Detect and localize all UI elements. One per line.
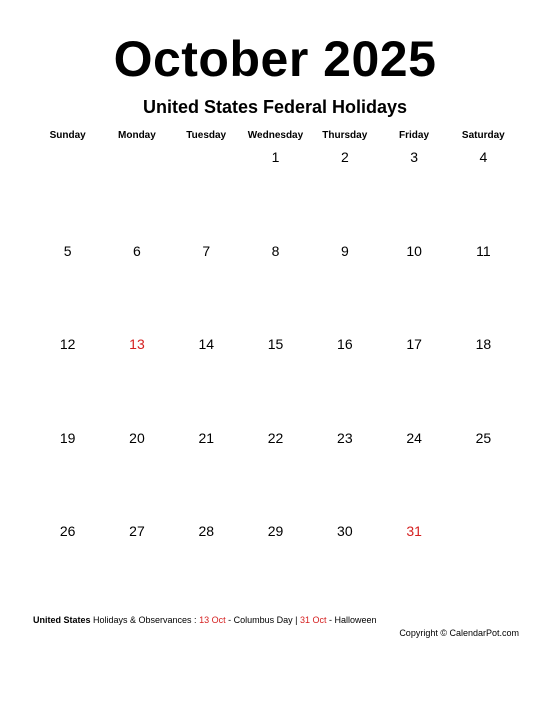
day-cell: 30 <box>337 523 353 540</box>
holiday-name: - Halloween <box>326 615 377 625</box>
empty-day-cell <box>33 149 102 243</box>
day-cell: 26 <box>59 523 76 540</box>
weekday-thursday: Thursday <box>322 130 368 141</box>
footer-country: United States <box>33 615 91 625</box>
day-cell: 13 <box>129 336 145 353</box>
empty-day-cell <box>172 149 241 243</box>
day-cell: 6 <box>133 242 141 259</box>
day-cell: 19 <box>59 429 76 446</box>
day-cell: 17 <box>406 336 422 353</box>
day-cell: 29 <box>267 523 284 540</box>
holiday-name: - Columbus Day <box>225 615 293 625</box>
day-cell: 23 <box>337 429 353 446</box>
weekday-sunday: Sunday <box>49 130 86 141</box>
holiday-date: 31 Oct <box>299 615 327 625</box>
day-cell: 5 <box>63 242 72 259</box>
day-cell: 25 <box>475 429 492 446</box>
day-cell: 1 <box>271 149 280 165</box>
day-cell: 16 <box>337 336 353 353</box>
day-cell: 14 <box>198 336 215 353</box>
footer-separator: | <box>292 615 300 625</box>
day-cell: 2 <box>340 149 349 165</box>
day-cell: 18 <box>475 336 492 353</box>
day-cell: 9 <box>340 242 349 259</box>
empty-day-cell <box>102 149 171 243</box>
day-cell: 4 <box>479 149 488 165</box>
copyright-text: Copyright © CalendarPot.com <box>399 628 519 638</box>
day-cell: 12 <box>59 336 76 353</box>
day-cell: 3 <box>410 149 419 165</box>
month-title: October 2025 <box>113 31 437 87</box>
day-cell: 15 <box>267 336 284 353</box>
day-cell: 8 <box>271 242 280 259</box>
day-cell: 28 <box>198 523 215 540</box>
day-cell: 27 <box>129 523 145 540</box>
day-cell: 7 <box>202 242 211 259</box>
calendar-subtitle: United States Federal Holidays <box>142 97 408 117</box>
weekday-wednesday: Wednesday <box>247 130 304 141</box>
weekday-tuesday: Tuesday <box>186 130 227 141</box>
day-cell: 31 <box>406 523 422 540</box>
weekday-monday: Monday <box>118 130 156 141</box>
day-cell: 10 <box>406 242 422 259</box>
footer-label: Holidays & Observances : <box>90 615 200 625</box>
weekday-friday: Friday <box>399 130 430 141</box>
empty-day-cell <box>449 523 518 617</box>
day-cell: 21 <box>198 429 215 446</box>
day-cell: 20 <box>129 429 145 446</box>
weekday-header <box>33 129 518 143</box>
day-cell: 11 <box>476 242 491 259</box>
day-cell: 22 <box>267 429 284 446</box>
calendar-grid <box>33 149 518 617</box>
holidays-footer <box>33 614 377 626</box>
day-cell: 24 <box>406 429 422 446</box>
weekday-saturday: Saturday <box>461 130 505 141</box>
holiday-date: 13 Oct <box>199 615 226 625</box>
